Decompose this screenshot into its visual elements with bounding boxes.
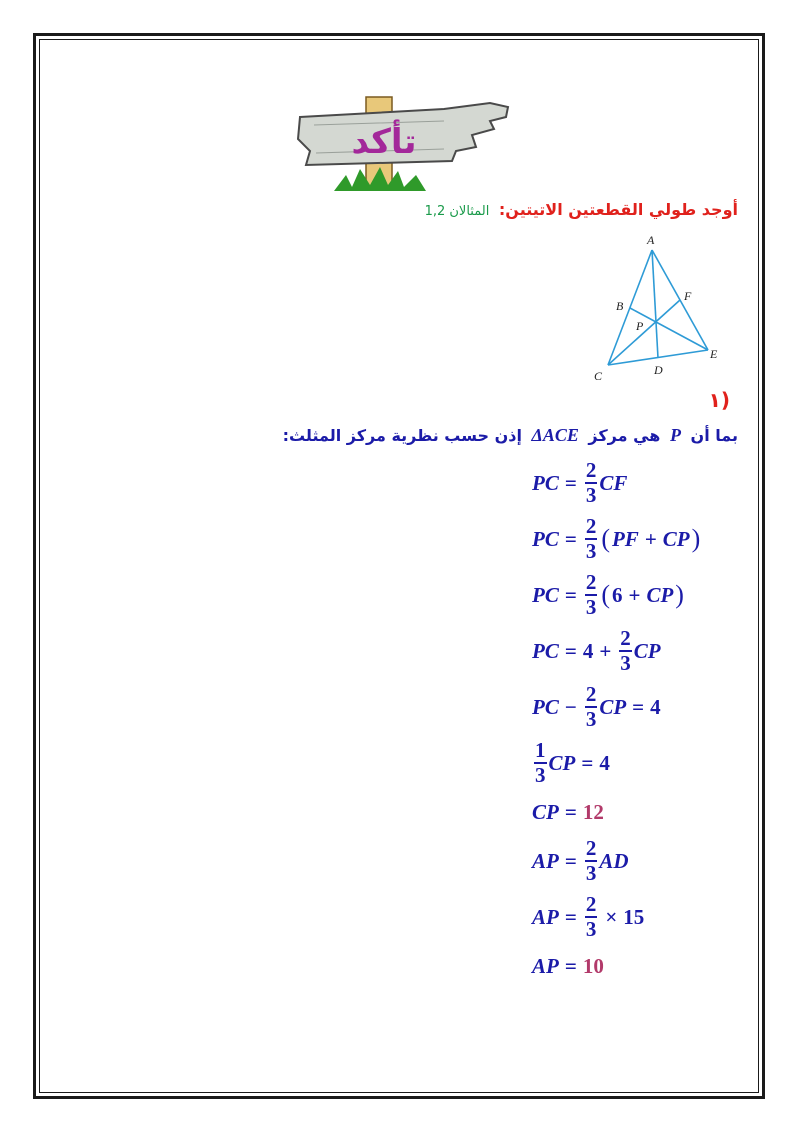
statement-end: إذن حسب نظرية مركز المثلث: bbox=[282, 426, 522, 445]
step-6-eq: = bbox=[581, 750, 594, 775]
step-5 bbox=[532, 679, 702, 735]
step-3-lparen: ( bbox=[601, 580, 610, 609]
step-1-rhs: CF bbox=[599, 470, 628, 495]
step-4 bbox=[532, 623, 702, 679]
step-2-rparen: ) bbox=[691, 524, 701, 553]
step-2 bbox=[532, 511, 702, 567]
statement-triangle: ΔACE bbox=[531, 425, 579, 445]
step-1-eq: = bbox=[564, 470, 577, 495]
solution-steps bbox=[532, 455, 702, 987]
label-d: D bbox=[654, 363, 663, 377]
step-5-minus: − bbox=[564, 694, 577, 719]
step-2-lparen: ( bbox=[601, 524, 610, 553]
step-1-frac: $\frac{2}{3}$ bbox=[585, 458, 597, 507]
step-8-eq: = bbox=[564, 848, 577, 873]
statement-mid: هي مركز bbox=[588, 426, 661, 445]
step-4-rhs: CP bbox=[633, 638, 661, 663]
step-8-rhs: AD bbox=[599, 848, 629, 873]
exercise-heading bbox=[425, 200, 738, 219]
step-6-frac: $\frac{1}{3}$ bbox=[535, 738, 546, 787]
sign-text: تأكد bbox=[351, 122, 417, 162]
step-10 bbox=[532, 945, 702, 987]
step-2-eq: = bbox=[564, 526, 577, 551]
step-9-times: × bbox=[605, 904, 618, 929]
step-2-lhs: PC bbox=[532, 526, 559, 551]
step-9-val: 15 bbox=[623, 904, 645, 929]
grass bbox=[334, 167, 426, 191]
median-ad bbox=[652, 250, 658, 358]
label-b: B bbox=[616, 299, 624, 313]
step-2-a: PF bbox=[611, 526, 639, 551]
label-p: P bbox=[636, 319, 644, 333]
step-3 bbox=[532, 567, 702, 623]
step-10-result: 10 bbox=[582, 953, 604, 978]
step-4-eq: = bbox=[564, 638, 577, 663]
step-6-val: 4 bbox=[599, 750, 610, 775]
label-e: E bbox=[710, 347, 718, 361]
step-3-rparen: ) bbox=[675, 580, 684, 609]
step-4-plus: + bbox=[599, 638, 612, 663]
step-6 bbox=[532, 735, 702, 791]
step-5-val: 4 bbox=[650, 694, 661, 719]
step-5-eq: = bbox=[632, 694, 645, 719]
label-c: C bbox=[594, 369, 603, 383]
step-3-a: 6 bbox=[611, 582, 623, 607]
step-3-lhs: PC bbox=[532, 582, 559, 607]
step-4-frac: $\frac{2}{3}$ bbox=[620, 626, 631, 675]
solution-statement bbox=[283, 425, 738, 446]
statement-start: بما أن bbox=[690, 426, 738, 445]
step-6-rhs: CP bbox=[548, 750, 576, 775]
step-9 bbox=[532, 889, 702, 945]
wooden-sign-illustration bbox=[294, 95, 514, 195]
step-7 bbox=[532, 791, 702, 833]
step-4-const: 4 bbox=[582, 638, 594, 663]
step-3-plus: + bbox=[628, 582, 641, 607]
step-2-plus: + bbox=[644, 526, 657, 551]
step-8 bbox=[532, 833, 702, 889]
step-2-frac: $\frac{2}{3}$ bbox=[585, 514, 597, 563]
step-8-lhs: AP bbox=[532, 848, 559, 873]
triangle-figure bbox=[590, 232, 730, 387]
step-10-eq: = bbox=[564, 953, 577, 978]
step-9-frac: $\frac{2}{3}$ bbox=[585, 892, 597, 941]
step-3-frac: $\frac{2}{3}$ bbox=[585, 570, 597, 619]
step-10-lhs: AP bbox=[532, 953, 559, 978]
label-a: A bbox=[647, 233, 655, 247]
label-f: F bbox=[684, 289, 692, 303]
step-5-frac: $\frac{2}{3}$ bbox=[585, 682, 597, 731]
step-5-lhs: PC bbox=[532, 694, 559, 719]
step-3-eq: = bbox=[564, 582, 577, 607]
step-2-b: CP bbox=[662, 526, 690, 551]
step-8-frac: $\frac{2}{3}$ bbox=[585, 836, 597, 885]
step-1 bbox=[532, 455, 702, 511]
step-9-eq: = bbox=[564, 904, 577, 929]
heading-note: المثالان 1,2 bbox=[424, 204, 490, 219]
heading-title: أوجد طولي القطعتين الاتيتين: bbox=[498, 200, 738, 219]
side-ac bbox=[608, 250, 652, 365]
step-9-lhs: AP bbox=[532, 904, 559, 929]
step-3-b: CP bbox=[646, 582, 674, 607]
statement-point: P bbox=[669, 425, 681, 445]
question-number: ١) bbox=[708, 388, 730, 412]
step-5-rhs: CP bbox=[599, 694, 627, 719]
step-7-eq: = bbox=[564, 799, 577, 824]
step-7-result: 12 bbox=[582, 799, 604, 824]
step-1-lhs: PC bbox=[532, 470, 559, 495]
step-7-lhs: CP bbox=[532, 799, 559, 824]
step-4-lhs: PC bbox=[532, 638, 559, 663]
